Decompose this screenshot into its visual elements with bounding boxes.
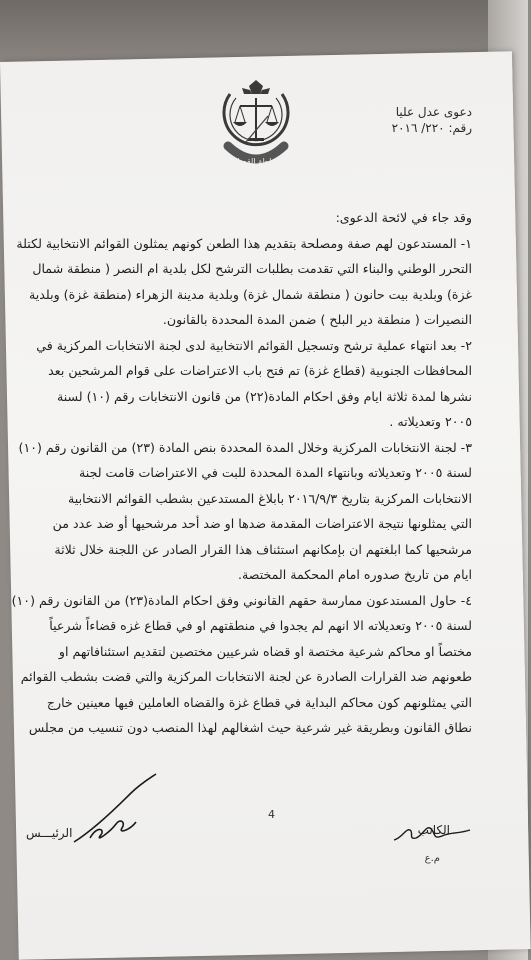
- body-line: ٢٠٠٥ وتعديلاته .: [389, 414, 472, 429]
- body-line: ٢- بعد انتهاء عملية ترشح وتسجيل القوائم الانتخابية لدى لجنة الانتخابات المركزية في: [36, 337, 472, 353]
- body-line: لسنة ٢٠٠٥ وتعديلاته الا انهم لم يجدوا في منطقتهم او في قطاع غزه قضاءاً شرعياً: [49, 618, 472, 633]
- seal-text: السلطة القضائية: [228, 157, 284, 166]
- claim-body: [11, 205, 472, 741]
- body-line: طعونهم ضد القرارات الصادرة عن لجنة الانتخابات المركزية والتي قضت بشطب القوائم: [20, 669, 472, 684]
- body-line: الانتخابات المركزية بتاريخ ٢٠١٦/٩/٣ بابلاغ المستدعين بشطب القوائم الانتخابية: [68, 490, 472, 506]
- judicial-authority-seal-icon: [216, 80, 296, 172]
- body-line: نشرها لمدة ثلاثة ايام وفق احكام المادة(٢٢) من قانون الانتخابات رقم (١٠) لسنة: [56, 388, 472, 404]
- body-line: ٤- حاول المستدعون ممارسة حقهم القانوني وفق احكام المادة(٢٣) من القانون رقم (١٠): [11, 592, 472, 608]
- president-label: الرئيـــس: [26, 826, 73, 840]
- body-line: ايام من تاريخ صدوره امام المحكمة المختصة.: [238, 567, 472, 582]
- body-line: مختصاً او محاكم شرعية مختصة او قضاه شرعيين مختصين لتقديم استئنافاتهم او: [58, 643, 472, 659]
- body-line: ١- المستدعون لهم صفة ومصلحة بتقديم هذا الطعن كونهم يمثلون القوائم الانتخابية لكتلة: [16, 235, 472, 251]
- page-number: 4: [268, 808, 275, 821]
- body-line: المحافظات الجنوبية (قطاع غزة) تم فتح باب الاعتراضات على قوام المرشحين بعد: [48, 363, 472, 378]
- body-line: النصيرات ( منطقة دير البلح ) ضمن المدة المحددة بالقانون.: [162, 312, 472, 327]
- typist-initials: م.ع: [424, 853, 440, 864]
- president-signature: [70, 772, 162, 848]
- case-header: [312, 104, 472, 136]
- body-line: غزة) وبلدية بيت حانون ( منطقة شمال غزة) وبلدية مدينة الزهراء (منطقة غزة) وبلدية: [29, 286, 472, 302]
- body-line: مرشحيها كما ابلغتهم ان بإمكانهم استئناف هذا القرار الصادر عن اللجنة خلال ثلاثة: [54, 541, 472, 557]
- body-line: ٣- لجنة الانتخابات المركزية وخلال المدة المحددة بنص المادة (٢٣) من القانون رقم (١٠): [18, 439, 472, 455]
- body-line: نطاق القانون وبطريقة غير شرعية حيث اشغالهم لهذا المنصب دون تنسيب من مجلس: [28, 720, 472, 735]
- body-line: لسنة ٢٠٠٥ وتعديلاته وبانتهاء المدة المحددة للبت في الاعتراضات قامت لجنة: [79, 465, 472, 480]
- intro-line: وقد جاء في لائحة الدعوى:: [335, 210, 472, 225]
- body-line: التي يمثلونهم كون محاكم البداية في قطاع غزة والقضاه العاملين فيها معينين خارج: [46, 694, 472, 710]
- body-line: التي يمثلونها نتيجة الاعتراضات المقدمة ضدها او ضد أحد مرشحيها أو ضد عدد من: [52, 516, 472, 531]
- body-line: التحرر الوطني والبناء التي تقدمت بطلبات الترشح لكل بلدية ام النصر ( منطقة شمال: [32, 261, 472, 276]
- clerk-label: الكاتب: [417, 823, 450, 837]
- case-number: رقم: ٢٢٠/ ٢٠١٦: [391, 121, 472, 135]
- case-type: دعوى عدل عليا: [395, 105, 472, 119]
